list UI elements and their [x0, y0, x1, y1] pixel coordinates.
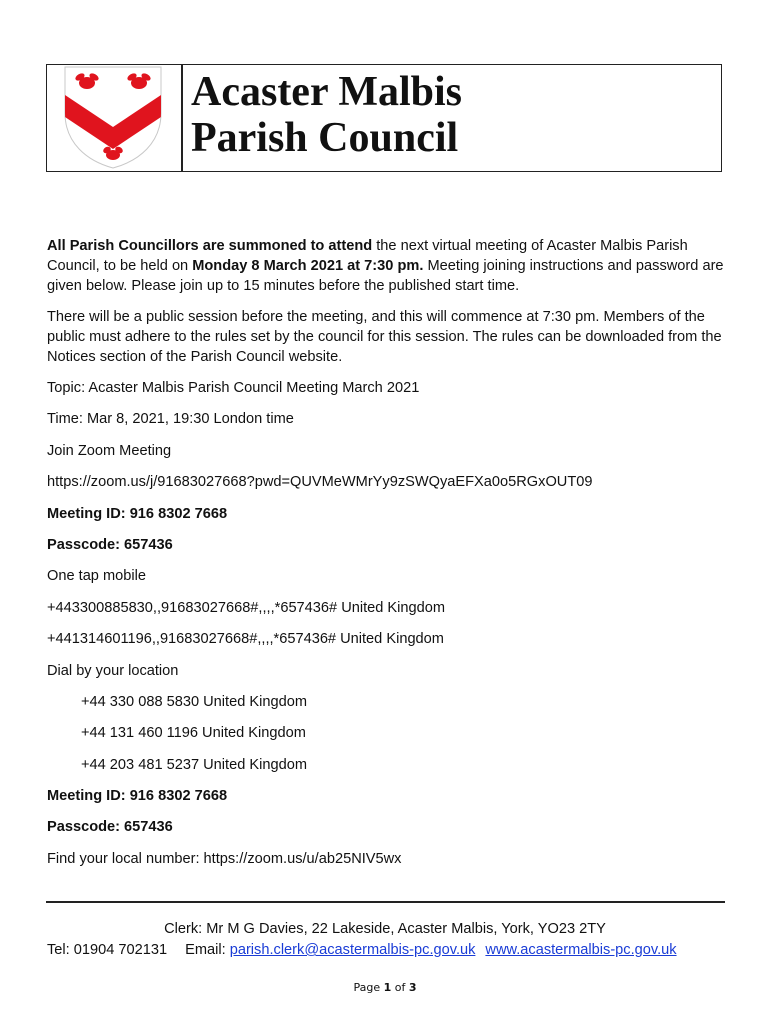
email-label: Email:	[185, 942, 226, 958]
join-label: Join Zoom Meeting	[47, 442, 172, 459]
summons-bold: All Parish Councillors are summoned to attend	[47, 238, 373, 254]
council-title	[191, 69, 462, 161]
dial-label: Dial by your location	[47, 662, 179, 679]
clerk-address: Clerk: Mr M G Davies, 22 Lakeside, Acaster Malbis, York, YO23 2TY	[164, 921, 606, 937]
title-line-1: Acaster Malbis	[191, 69, 463, 115]
crest-cell	[47, 65, 182, 171]
join-url[interactable]: https://zoom.us/j/91683027668?pwd=QUVMeWMrYy9zSWQyaEFXa0o5RGxOUT09	[47, 474, 593, 491]
meeting-id-repeat: Meeting ID: 916 8302 7668	[47, 788, 228, 805]
page-number: Page 1 of 3	[353, 981, 417, 994]
passcode-repeat: Passcode: 657436	[47, 819, 173, 836]
title-cell	[182, 65, 721, 171]
title-line-2: Parish Council	[191, 115, 459, 161]
tap-number[interactable]: +443300885830,,91683027668#,,,,*657436# United Kingdom	[47, 599, 446, 616]
local-number: Find your local number: https://zoom.us/u/ab25NIV5wx	[47, 850, 402, 867]
telephone: Tel: 01904 702131	[47, 942, 168, 958]
meeting-topic: Topic: Acaster Malbis Parish Council Meeting March 2021	[47, 380, 420, 396]
letterhead	[46, 64, 722, 172]
dial-number: +44 330 088 5830 United Kingdom	[81, 693, 307, 710]
one-tap-label: One tap mobile	[47, 568, 146, 585]
summons-paragraph	[47, 236, 727, 296]
summons-text-2: Meeting joining instructions and password are given below. Please join up to 15 minutes before the published start time.	[47, 258, 724, 294]
public-session-paragraph: There will be a public session before the meeting, and this will commence at 7:30 pm. Members of the public must adhere to the rules set by the council for this session. The rules can be downloaded from the Notices section of the Parish Council website.	[47, 309, 722, 365]
contact-line	[47, 942, 727, 958]
coat-of-arms-icon	[61, 65, 165, 169]
dial-number: +44 131 460 1196 United Kingdom	[81, 725, 306, 742]
website-link[interactable]: www.acastermalbis-pc.gov.uk	[485, 942, 677, 958]
dial-number: +44 203 481 5237 United Kingdom	[81, 756, 307, 773]
tap-number[interactable]: +441314601196,,91683027668#,,,,*657436# United Kingdom	[47, 631, 444, 648]
meeting-id: Meeting ID: 916 8302 7668	[47, 505, 228, 522]
passcode: Passcode: 657436	[47, 536, 173, 553]
notice-body	[47, 236, 727, 880]
footer-divider	[46, 901, 725, 903]
meeting-date: Monday 8 March 2021 at 7:30 pm.	[192, 258, 424, 274]
meeting-time: Time: Mar 8, 2021, 19:30 London time	[47, 411, 294, 428]
summons-text-1: the next virtual meeting of Acaster Malbis Parish Council, to be held on	[47, 238, 688, 274]
email-link[interactable]: parish.clerk@acastermalbis-pc.gov.uk	[229, 942, 476, 958]
